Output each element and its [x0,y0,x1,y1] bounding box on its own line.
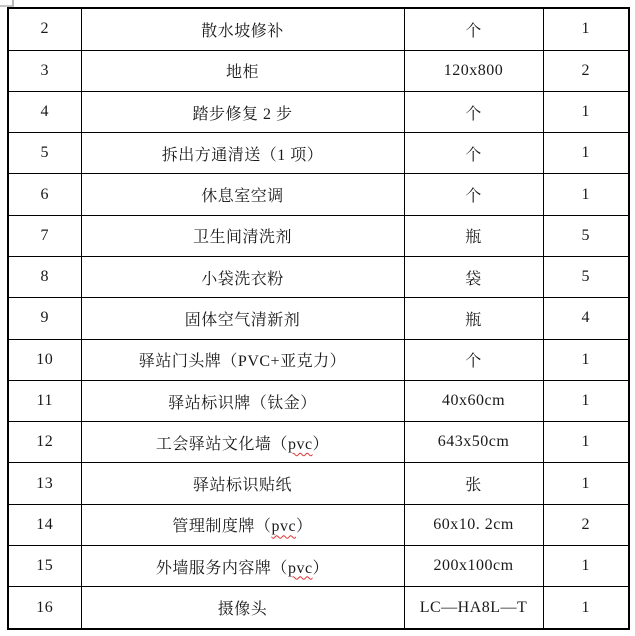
cell-spec-unit: 60x10. 2cm [404,504,543,545]
cell-spec-unit: 个 [404,174,543,215]
cell-spec-unit: 个 [404,133,543,174]
cell-serial-number: 13 [8,463,81,504]
table-row [8,257,629,298]
cell-spec-unit: 个 [404,339,543,380]
item-name-text: 踏步修复 2 步 [192,105,293,123]
table-row [8,380,629,421]
cell-item-name [81,298,404,339]
item-name-text: 摄像头 [217,601,268,619]
cell-quantity: 1 [543,587,629,629]
item-name-text: 外墙服务内容牌（ [155,559,288,577]
table-row [8,298,629,339]
cell-item-name [81,422,404,463]
cell-serial-number: 15 [8,546,81,587]
cell-quantity: 1 [543,339,629,380]
table-row [8,174,629,215]
cell-item-name [81,91,404,132]
item-name-text: ） [312,435,330,453]
cell-spec-unit: 个 [404,91,543,132]
cell-quantity: 1 [543,546,629,587]
previous-row-border-fragment [0,0,14,7]
item-name-text: 卫生间清洗剂 [192,229,292,247]
cell-serial-number: 4 [8,91,81,132]
cell-serial-number: 9 [8,298,81,339]
cell-serial-number: 2 [8,8,81,50]
spellcheck-flagged-text: pvc [287,435,313,453]
cell-quantity: 2 [543,50,629,91]
cell-item-name [81,50,404,91]
table-row [8,133,629,174]
item-name-text: 驿站标识贴纸 [192,477,292,495]
cell-item-name [81,587,404,629]
cell-item-name [81,463,404,504]
table-row [8,546,629,587]
cell-quantity: 1 [543,133,629,174]
cell-serial-number: 12 [8,422,81,463]
table-row [8,91,629,132]
table-row [8,8,629,50]
cell-serial-number: 6 [8,174,81,215]
item-name-text: 驿站标识牌（钛金） [168,394,317,412]
cell-quantity: 1 [543,463,629,504]
cell-item-name [81,174,404,215]
table-row [8,50,629,91]
cell-spec-unit: 643x50cm [404,422,543,463]
cell-serial-number: 3 [8,50,81,91]
item-name-text: 固体空气清新剂 [184,311,301,329]
item-list-table [7,7,630,630]
cell-serial-number: 16 [8,587,81,629]
table-row [8,504,629,545]
cell-item-name [81,215,404,256]
item-name-text: 拆出方通清送（1 项） [161,146,324,164]
cell-spec-unit: 瓶 [404,298,543,339]
cell-quantity: 5 [543,215,629,256]
cell-spec-unit: 袋 [404,257,543,298]
item-name-text: 散水坡修补 [201,22,284,40]
cell-spec-unit: 200x100cm [404,546,543,587]
item-name-text: ） [312,559,330,577]
table-row [8,422,629,463]
item-name-text: 休息室空调 [201,188,284,206]
item-name-text: 工会驿站文化墙（ [155,435,288,453]
cell-item-name [81,380,404,421]
spellcheck-flagged-text: pvc [271,518,297,536]
cell-serial-number: 10 [8,339,81,380]
cell-quantity: 4 [543,298,629,339]
spellcheck-flagged-text: pvc [287,559,313,577]
table-row [8,587,629,629]
item-name-text: 小袋洗衣粉 [201,270,284,288]
table-row [8,339,629,380]
cell-spec-unit: 个 [404,8,543,50]
cell-spec-unit: 120x800 [404,50,543,91]
cell-item-name [81,8,404,50]
table-row [8,215,629,256]
cell-quantity: 1 [543,174,629,215]
cell-spec-unit: 40x60cm [404,380,543,421]
cell-quantity: 1 [543,91,629,132]
cell-quantity: 1 [543,422,629,463]
cell-serial-number: 11 [8,380,81,421]
cell-serial-number: 5 [8,133,81,174]
item-name-text: 驿站门头牌（PVC+亚克力） [138,353,347,371]
cell-quantity: 1 [543,380,629,421]
cell-serial-number: 7 [8,215,81,256]
item-name-text: 地柜 [225,64,259,82]
cell-item-name [81,257,404,298]
table-row [8,463,629,504]
cell-quantity: 2 [543,504,629,545]
cell-spec-unit: 张 [404,463,543,504]
cell-item-name [81,339,404,380]
cell-serial-number: 14 [8,504,81,545]
cell-item-name [81,546,404,587]
cell-serial-number: 8 [8,257,81,298]
item-name-text: ） [296,518,313,536]
item-name-text: 管理制度牌（ [172,518,272,536]
item-list-table-body [8,8,629,629]
cell-item-name [81,504,404,545]
cell-item-name [81,133,404,174]
cell-quantity: 1 [543,8,629,50]
cell-quantity: 5 [543,257,629,298]
cell-spec-unit: 瓶 [404,215,543,256]
cell-spec-unit: LC—HA8L—T [404,587,543,629]
